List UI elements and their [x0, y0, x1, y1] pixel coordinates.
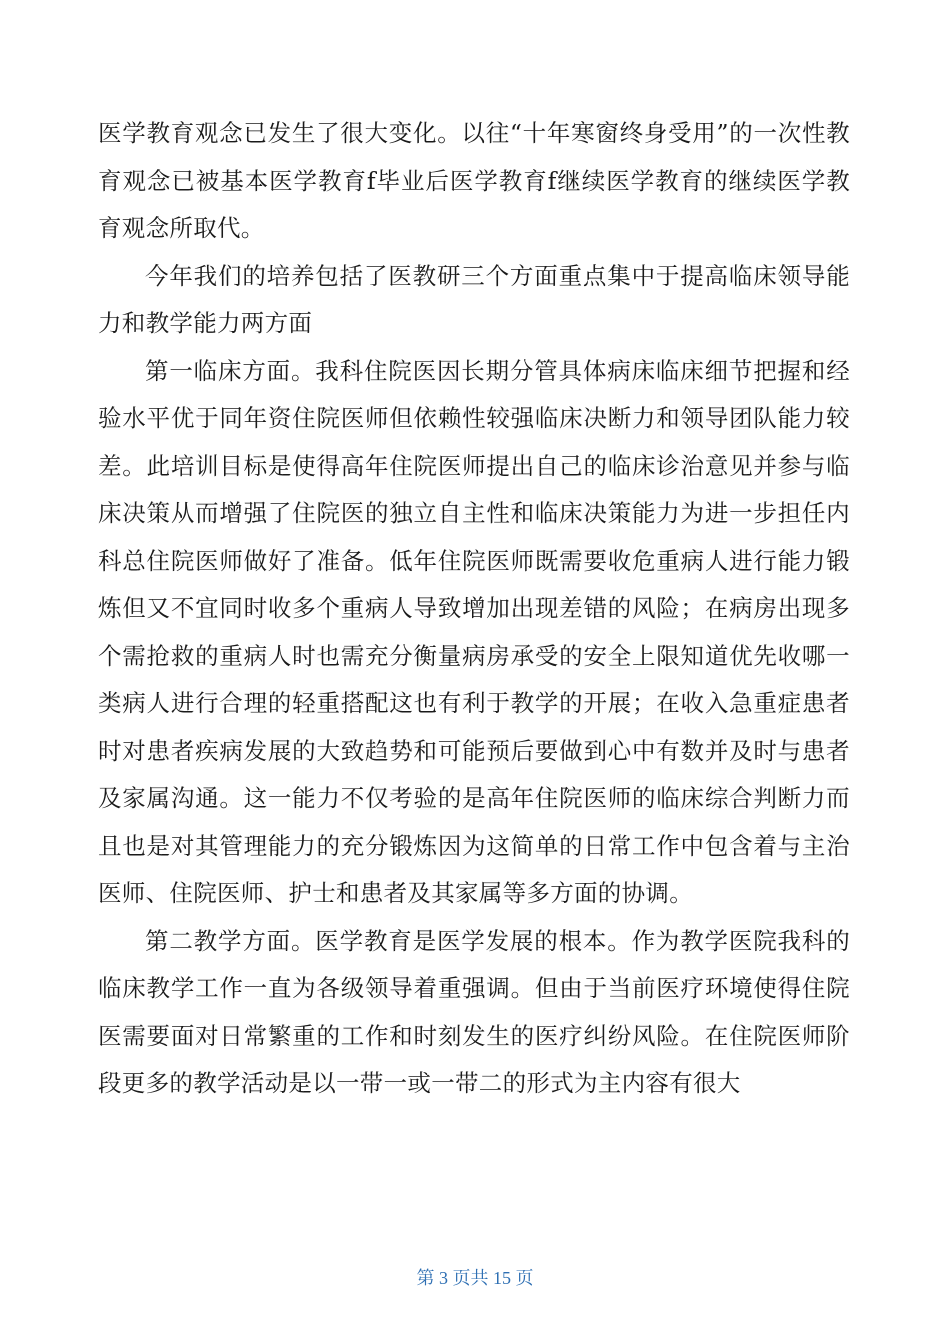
paragraph-clinical-aspect: 第一临床方面。我科住院医因长期分管具体病床临床细节把握和经验水平优于同年资住院医师但依赖性较强临床决断力和领导团队能力较差。此培训目标是使得高年住院医师提出自己的临床诊治意见并参与临床决策从而增强了住院医的独立自主性和临床决策能力为进一步担任内科总住院医师做好了准备。低年住院医师既需要收危重病人进行能力锻炼但又不宜同时收多个重病人导致增加出现差错的风险；在病房出现多个需抢救的重病人时也需充分衡量病房承受的安全上限知道优先收哪一类病人进行合理的轻重搭配这也有利于教学的开展；在收入急重症患者时对患者疾病发展的大致趋势和可能预后要做到心中有数并及时与患者及家属沟通。这一能力不仅考验的是高年住院医师的临床综合判断力而且也是对其管理能力的充分锻炼因为这简单的日常工作中包含着与主治医师、住院医师、护士和患者及其家属等多方面的协调。 [98, 356, 850, 907]
paragraph-continuation: 医学教育观念已发生了很大变化。以往“十年寒窗终身受用”的一次性教育观念已被基本医学教育f毕业后医学教育f继续医学教育的继续医学教育观念所取代。 [98, 119, 850, 242]
document-body [98, 110, 850, 1108]
page-number-footer: 第 3 页共 15 页 [416, 1268, 534, 1288]
paragraph-training-overview: 今年我们的培养包括了医教研三个方面重点集中于提高临床领导能力和教学能力两方面 [98, 261, 850, 337]
paragraph-teaching-aspect: 第二教学方面。医学教育是医学发展的根本。作为教学医院我科的临床教学工作一直为各级领导着重强调。但由于当前医疗环境使得住院医需要面对日常繁重的工作和时刻发生的医疗纠纷风险。在住院医师阶段更多的教学活动是以一带一或一带二的形式为主内容有很大 [98, 926, 850, 1097]
